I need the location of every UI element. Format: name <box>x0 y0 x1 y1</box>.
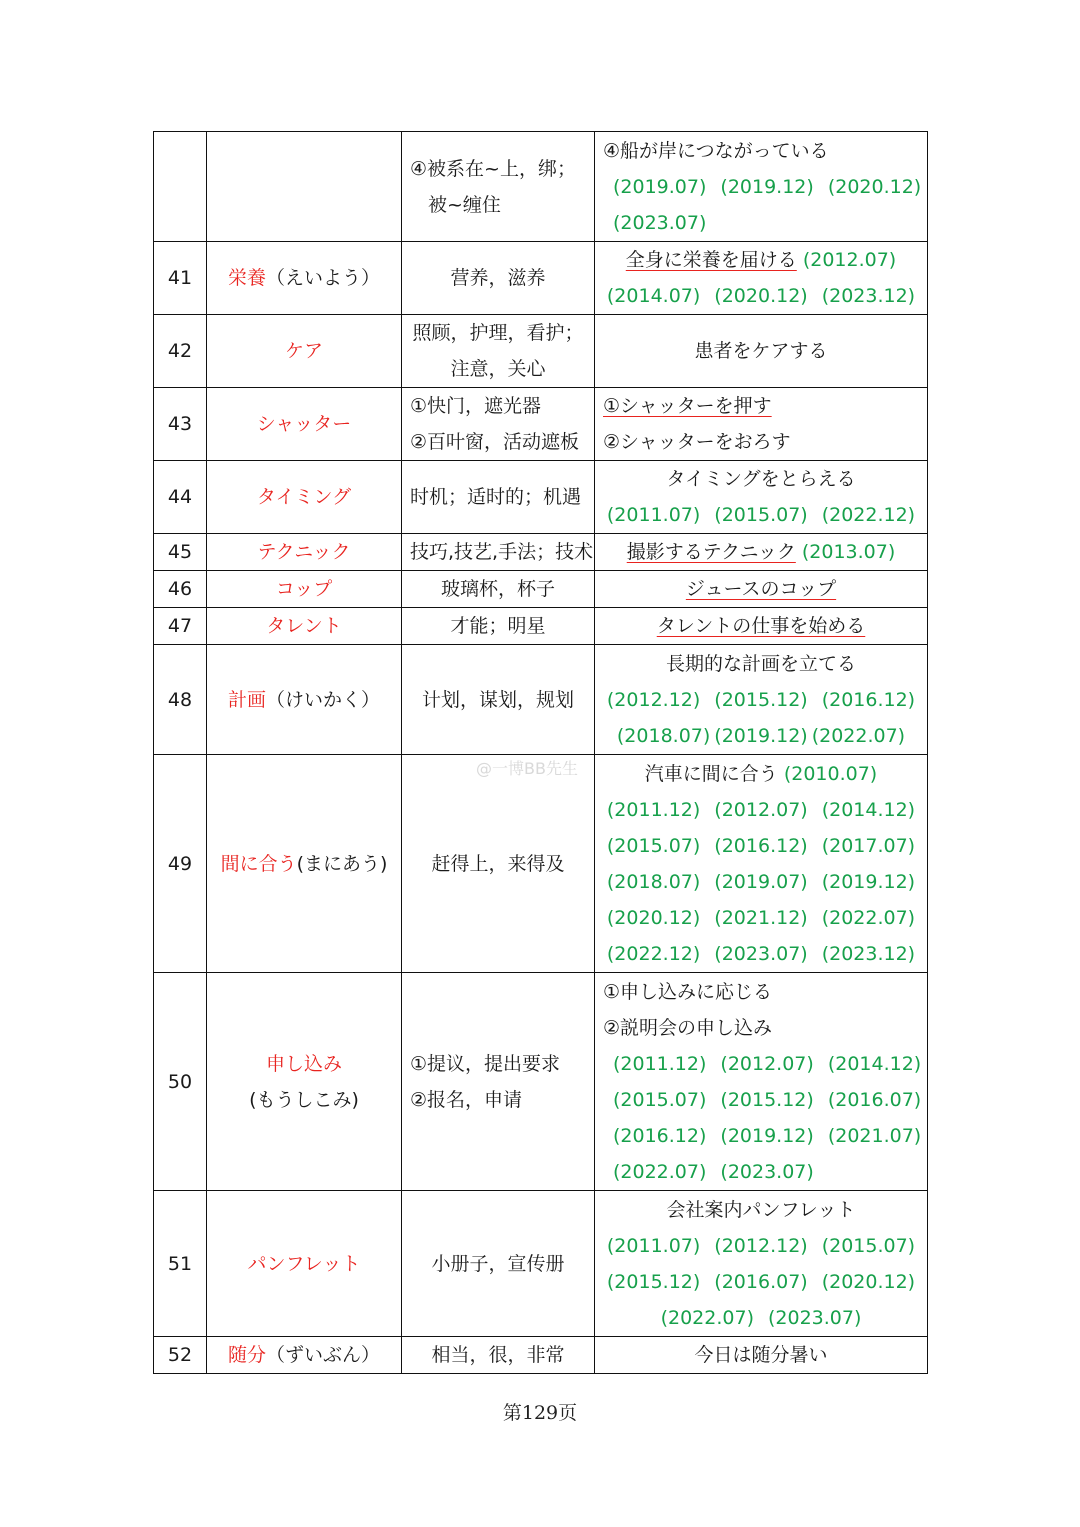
example-line <box>603 756 919 792</box>
row-number <box>154 132 207 242</box>
meaning-line: ②报名，申请 <box>410 1088 523 1111</box>
word-cell <box>207 242 402 315</box>
exam-year: (2012.07) <box>802 249 897 271</box>
exam-years: (2011.07) (2015.07) (2022.12) <box>606 504 916 526</box>
row-number: 46 <box>154 571 207 608</box>
table-row <box>154 315 928 388</box>
example-sentence: ①シャッターを押す <box>603 395 772 417</box>
word-cell <box>207 571 402 608</box>
word: 計画 <box>227 688 266 711</box>
table-row <box>154 973 928 1191</box>
example-cell <box>595 534 928 571</box>
meaning-line: ①快门，遮光器 <box>410 395 542 417</box>
exam-years: (2015.07) (2016.12) (2017.07) <box>606 834 916 857</box>
meaning-cell <box>402 571 595 608</box>
row-number: 49 <box>154 755 207 973</box>
meaning-line: 玻璃杯，杯子 <box>440 578 555 600</box>
table-row <box>154 571 928 608</box>
exam-years: (2014.07) (2020.12) (2023.12) <box>606 285 916 307</box>
word-reading: （けいかく） <box>266 688 381 711</box>
meaning-line: 才能；明星 <box>450 615 546 637</box>
meaning-line: 相当，很，非常 <box>431 1344 565 1366</box>
exam-years: (2018.07) (2019.07) (2019.12) <box>606 870 916 893</box>
table-row <box>154 534 928 571</box>
exam-years: (2015.07) (2015.12) (2016.07) <box>613 1088 922 1111</box>
example-cell <box>595 1337 928 1374</box>
word-cell <box>207 388 402 461</box>
table-row <box>154 461 928 534</box>
meaning-line: 时机；适时的；机遇 <box>410 486 582 508</box>
word-cell <box>207 1191 402 1337</box>
meaning-cell <box>402 608 595 645</box>
example-line <box>603 242 919 278</box>
example-line <box>603 608 919 644</box>
word-cell <box>207 608 402 645</box>
row-number: 48 <box>154 645 207 755</box>
meaning-cell <box>402 973 595 1191</box>
table-row <box>154 608 928 645</box>
meaning-line: 计划，谋划，规划 <box>421 688 574 711</box>
page-number: 第129页 <box>502 1402 578 1424</box>
example-cell <box>595 973 928 1191</box>
meaning-cell <box>402 461 595 534</box>
word: 随分 <box>227 1344 266 1366</box>
meaning-line: 注意，关心 <box>450 358 546 380</box>
word-reading: （ずいぶん） <box>266 1344 381 1366</box>
meaning-line: ④被系在~上，绑； <box>410 157 576 180</box>
word-cell <box>207 461 402 534</box>
example-sentence: 撮影するテクニック <box>626 541 796 563</box>
meaning-cell <box>402 645 595 755</box>
row-number: 42 <box>154 315 207 388</box>
example-cell <box>595 645 928 755</box>
meaning-line: 小册子，宣传册 <box>431 1252 565 1275</box>
meaning-cell <box>402 132 595 242</box>
word: 間に合う <box>220 852 297 875</box>
word: タレント <box>266 615 342 637</box>
example-cell <box>595 608 928 645</box>
table-row <box>154 242 928 315</box>
example-cell <box>595 315 928 388</box>
exam-years: (2023.07) <box>613 211 707 234</box>
example-sentence: タレントの仕事を始める <box>656 615 866 637</box>
example-sentence: 長期的な計画を立てる <box>665 652 856 675</box>
exam-years: (2022.07) (2023.07) <box>613 1160 814 1183</box>
word: パンフレット <box>247 1252 361 1275</box>
exam-years: (2018.07) (2019.12) (2022.07) <box>616 724 906 747</box>
meaning-cell <box>402 755 595 973</box>
example-line <box>603 388 919 424</box>
word-cell <box>207 1337 402 1374</box>
word: テクニック <box>257 541 351 563</box>
example-sentence: タイミングをとらえる <box>666 468 856 490</box>
word-cell <box>207 132 402 242</box>
meaning-line: 赶得上，来得及 <box>431 852 565 875</box>
row-number: 52 <box>154 1337 207 1374</box>
vocabulary-table <box>153 131 928 1374</box>
exam-years: (2016.12) (2019.12) (2021.07) <box>613 1124 922 1147</box>
exam-years: (2019.07) (2019.12) (2020.12) <box>613 175 922 198</box>
example-sentence: 会社案内パンフレット <box>666 1198 856 1221</box>
word-reading: （えいよう） <box>266 267 381 289</box>
example-sentence: ②シャッターをおろす <box>603 431 791 453</box>
row-number: 44 <box>154 461 207 534</box>
example-sentence: ジュースのコップ <box>685 578 837 600</box>
meaning-line: 营养，滋养 <box>450 267 546 289</box>
table-row <box>154 1337 928 1374</box>
word-cell <box>207 534 402 571</box>
example-sentence: ②説明会の申し込み <box>603 1016 773 1039</box>
row-number: 47 <box>154 608 207 645</box>
meaning-line: 被~缠住 <box>428 193 501 216</box>
word: 栄養 <box>227 267 266 289</box>
exam-years: (2020.12) (2021.12) (2022.07) <box>606 906 916 929</box>
example-line <box>603 534 919 570</box>
meaning-line: 技巧,技艺,手法；技术 <box>410 541 594 563</box>
exam-years: (2011.12) (2012.07) (2014.12) <box>613 1052 922 1075</box>
row-number: 51 <box>154 1191 207 1337</box>
example-cell <box>595 755 928 973</box>
word-reading: (もうしこみ) <box>249 1088 359 1111</box>
meaning-cell <box>402 242 595 315</box>
example-sentence: 全身に栄養を届ける <box>625 249 797 271</box>
word: 申し込み <box>265 1052 342 1075</box>
exam-year: (2013.07) <box>801 541 896 563</box>
row-number: 50 <box>154 973 207 1191</box>
exam-years: (2011.07) (2012.12) (2015.07) <box>606 1234 916 1257</box>
word: ケア <box>284 340 323 362</box>
word: シャッター <box>256 413 352 435</box>
word: タイミング <box>256 486 352 508</box>
table-row <box>154 388 928 461</box>
meaning-line: ②百叶窗，活动遮板 <box>410 431 580 453</box>
example-sentence: 今日は随分暑い <box>694 1344 828 1366</box>
meaning-cell <box>402 534 595 571</box>
meaning-line: 照顾，护理，看护； <box>412 322 584 344</box>
word: コップ <box>275 578 333 600</box>
exam-years: (2022.12) (2023.07) (2023.12) <box>606 942 916 965</box>
watermark: @一博BB先生 <box>476 759 578 778</box>
meaning-cell <box>402 1191 595 1337</box>
example-sentence: 患者をケアする <box>694 340 828 362</box>
example-cell <box>595 571 928 608</box>
word-reading: (まにあう) <box>296 852 388 875</box>
example-cell <box>595 388 928 461</box>
example-cell <box>595 1191 928 1337</box>
exam-years: (2022.07) (2023.07) <box>660 1306 862 1329</box>
row-number: 41 <box>154 242 207 315</box>
example-cell <box>595 132 928 242</box>
exam-year: (2010.07) <box>783 762 878 785</box>
example-sentence: 汽車に間に合う <box>644 762 778 785</box>
table-row <box>154 755 928 973</box>
row-number: 43 <box>154 388 207 461</box>
word-cell <box>207 755 402 973</box>
row-number: 45 <box>154 534 207 571</box>
exam-years: (2011.12) (2012.07) (2014.12) <box>606 798 916 821</box>
meaning-cell <box>402 388 595 461</box>
exam-years: (2015.12) (2016.07) (2020.12) <box>606 1270 916 1293</box>
table-row <box>154 132 928 242</box>
meaning-cell <box>402 1337 595 1374</box>
meaning-cell <box>402 315 595 388</box>
table-row <box>154 645 928 755</box>
example-cell <box>595 242 928 315</box>
example-line <box>603 571 919 607</box>
word-cell <box>207 315 402 388</box>
exam-years: (2012.12) (2015.12) (2016.12) <box>606 688 916 711</box>
word-cell <box>207 973 402 1191</box>
meaning-line: ①提议，提出要求 <box>410 1052 561 1075</box>
word-cell <box>207 645 402 755</box>
example-cell <box>595 461 928 534</box>
table-row <box>154 1191 928 1337</box>
example-sentence: ①申し込みに応じる <box>603 980 773 1003</box>
example-sentence: ④船が岸につながっている <box>603 139 829 162</box>
